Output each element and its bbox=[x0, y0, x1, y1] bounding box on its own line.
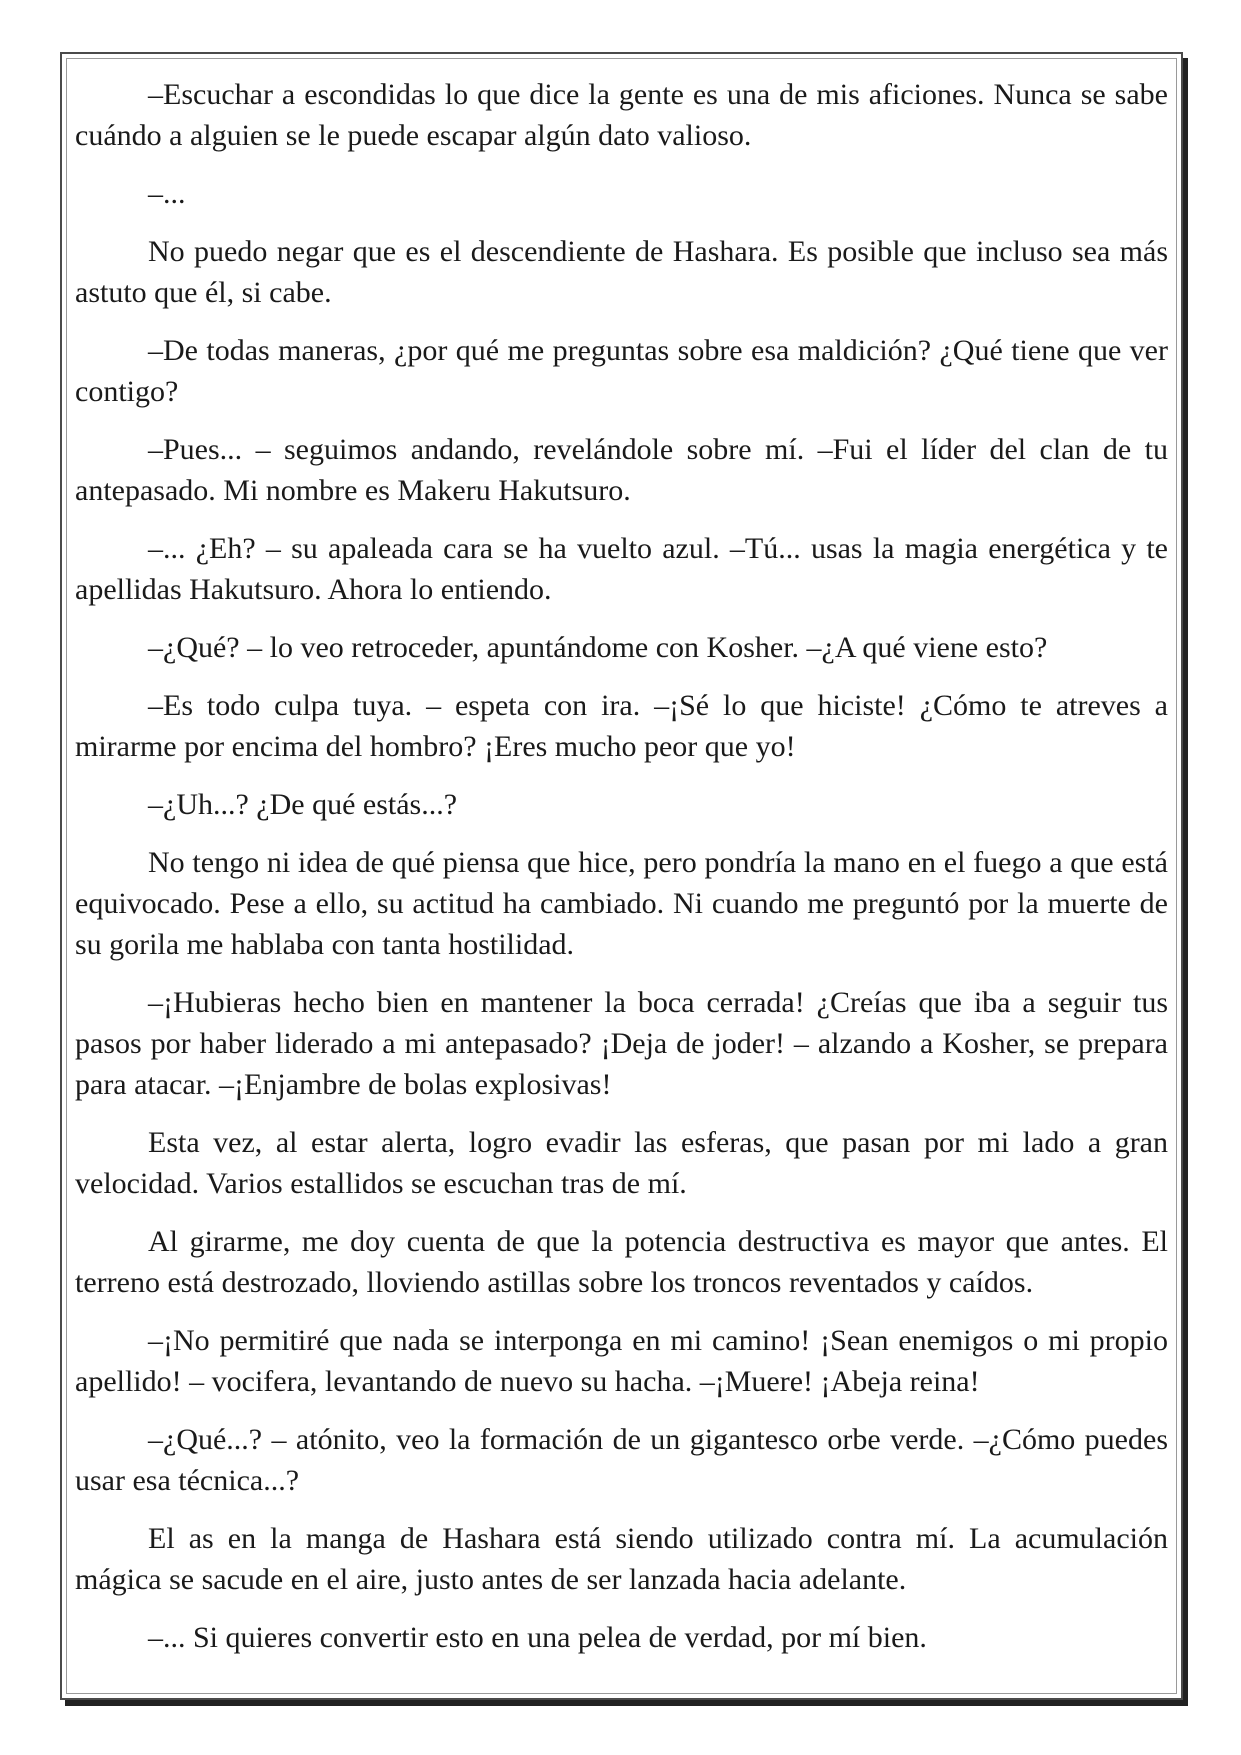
paragraph: –Pues... – seguimos andando, revelándole sobre mí. –Fui el líder del clan de tu antepasado. Mi nombre es Makeru Hakutsuro. bbox=[75, 433, 1168, 507]
paragraph: –¿Qué...? – atónito, veo la formación de un gigantesco orbe verde. –¿Cómo puedes usar esa técnica...? bbox=[75, 1423, 1168, 1497]
paragraph: –De todas maneras, ¿por qué me preguntas sobre esa maldición? ¿Qué tiene que ver contigo? bbox=[75, 334, 1168, 408]
paragraph: –... ¿Eh? – su apaleada cara se ha vuelto azul. –Tú... usas la magia energética y te apellidas Hakutsuro. Ahora lo entiendo. bbox=[75, 532, 1168, 606]
paragraph: –... Si quieres convertir esto en una pelea de verdad, por mí bien. bbox=[148, 1621, 927, 1654]
paragraph: –¡No permitiré que nada se interponga en mi camino! ¡Sean enemigos o mi propio apellido! – vocifera, levantando de nuevo su hacha. –¡Muere! ¡Abeja reina! bbox=[75, 1324, 1168, 1398]
text-body bbox=[75, 74, 1168, 1675]
paragraph: Al girarme, me doy cuenta de que la potencia destructiva es mayor que antes. El terreno está destrozado, lloviendo astillas sobre los troncos reventados y caídos. bbox=[75, 1225, 1168, 1299]
paragraph: No tengo ni idea de qué piensa que hice, pero pondría la mano en el fuego a que está equivocado. Pese a ello, su actitud ha cambiado. Ni cuando me preguntó por la muerte de su gorila me hablaba con tanta hostilidad. bbox=[75, 846, 1168, 961]
paragraph: –Escuchar a escondidas lo que dice la gente es una de mis aficiones. Nunca se sabe cuándo a alguien se le puede escapar algún dato valioso. bbox=[75, 78, 1168, 152]
paragraph: –Es todo culpa tuya. – espeta con ira. –¡Sé lo que hiciste! ¿Cómo te atreves a mirarme por encima del hombro? ¡Eres mucho peor que yo! bbox=[75, 689, 1168, 763]
paragraph: –¿Qué? – lo veo retroceder, apuntándome con Kosher. –¿A qué viene esto? bbox=[148, 631, 1048, 664]
page-frame bbox=[60, 52, 1183, 1700]
paragraph: –¿Uh...? ¿De qué estás...? bbox=[148, 788, 458, 821]
paragraph: El as en la manga de Hashara está siendo utilizado contra mí. La acumulación mágica se sacude en el aire, justo antes de ser lanzada hacia adelante. bbox=[75, 1522, 1168, 1596]
paragraph: Esta vez, al estar alerta, logro evadir las esferas, que pasan por mi lado a gran velocidad. Varios estallidos se escuchan tras de mí. bbox=[75, 1126, 1168, 1200]
paragraph: No puedo negar que es el descendiente de Hashara. Es posible que incluso sea más astuto que él, si cabe. bbox=[75, 235, 1168, 309]
paragraph: –... bbox=[148, 177, 186, 210]
paragraph: –¡Hubieras hecho bien en mantener la boca cerrada! ¿Creías que iba a seguir tus pasos por haber liderado a mi antepasado? ¡Deja de joder! – alzando a Kosher, se prepara para atacar. –¡Enjambre de bolas explosivas! bbox=[75, 986, 1168, 1101]
